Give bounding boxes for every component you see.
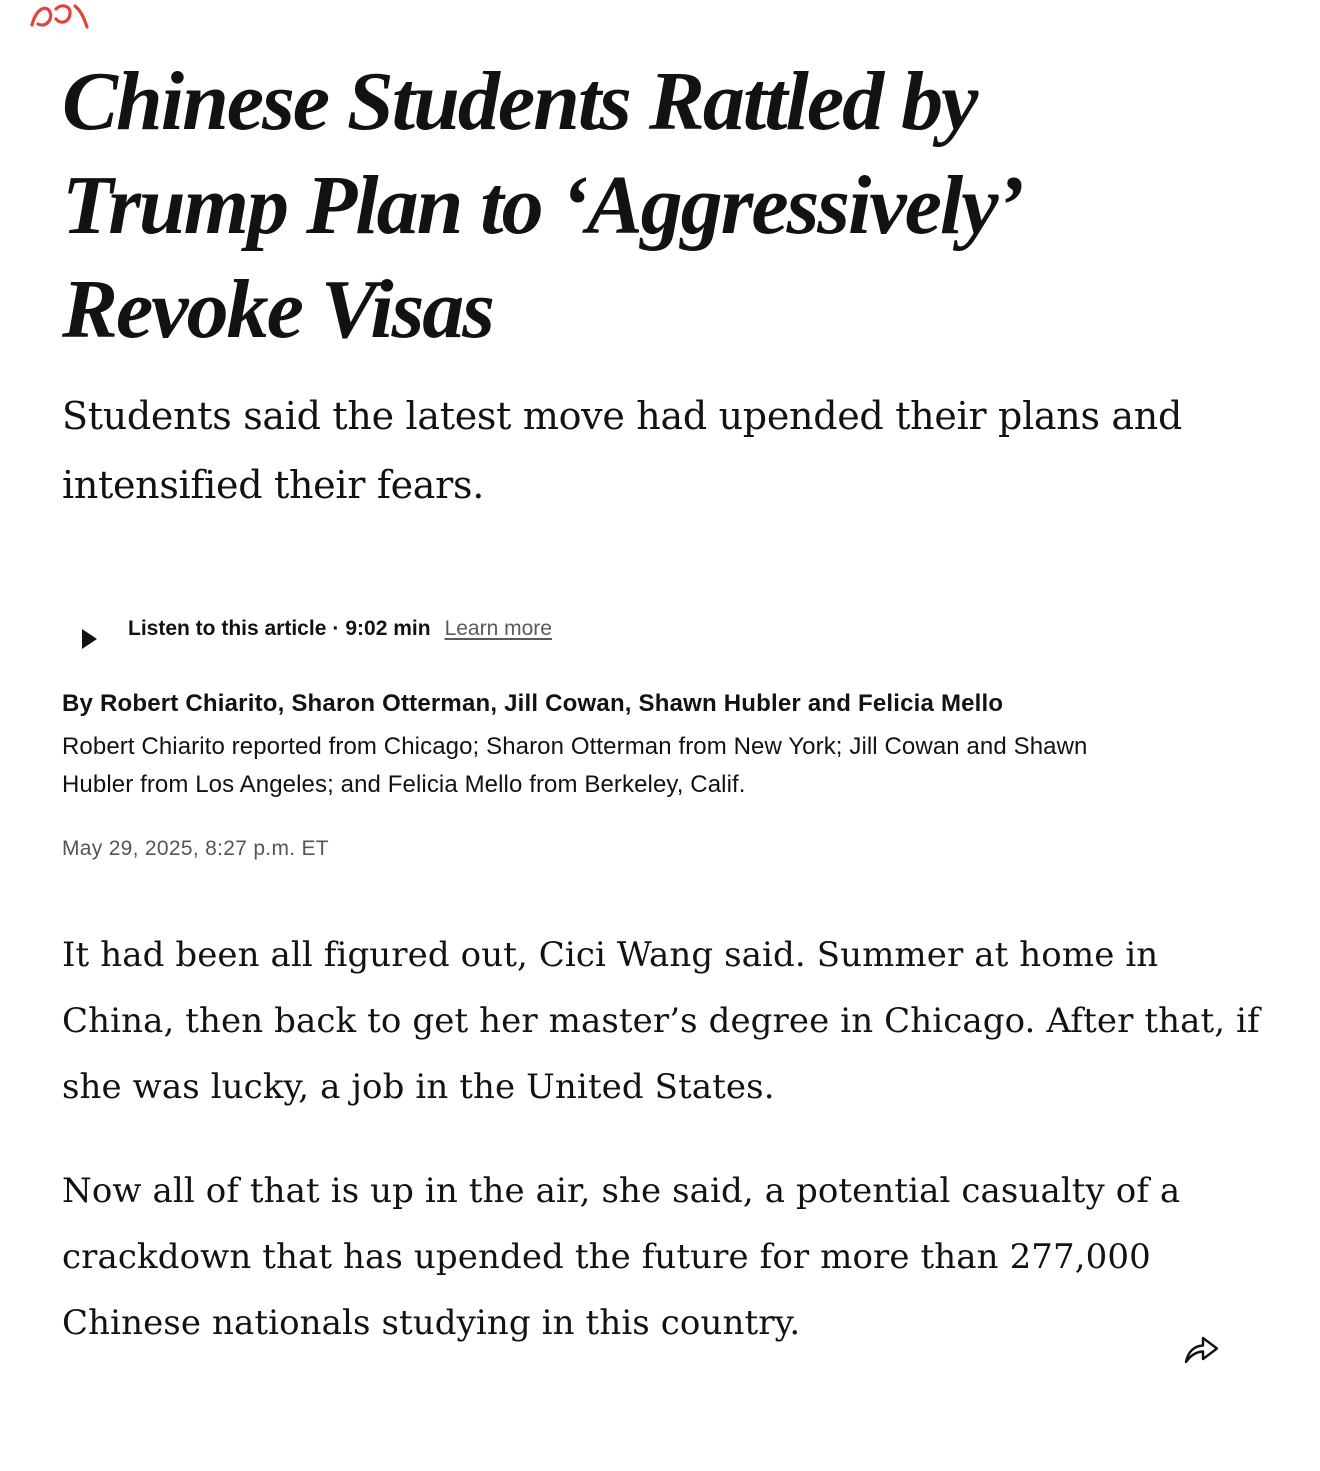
audio-duration: 9:02 min [345,617,431,640]
byline: By Robert Chiarito, Sharon Otterman, Jill Cowan, Shawn Hubler and Felicia Mello [62,690,1004,717]
listen-to-article-button[interactable] [82,614,600,649]
audio-player-label: Listen to this article [128,617,327,640]
audio-separator: · [332,617,340,640]
reporting-credit: Robert Chiarito reported from Chicago; Sharon Otterman from New York; Jill Cowan and Shawn Hubler from Los Angeles; and Felicia Mello from Berkeley, Calif. [62,733,1088,798]
play-icon[interactable] [82,629,97,649]
red-scribble-annotation [26,1,92,33]
body-paragraph: Now all of that is up in the air, she said, a potential casualty of a crackdown that has upended the future for more than 277,000 Chinese nationals studying in this country. [62,1171,1181,1343]
summary: Students said the latest move had upended their plans and intensified their fears. [62,394,1182,507]
article-body [62,922,1260,1356]
share-button[interactable] [1181,1328,1225,1372]
publish-date: May 29, 2025, 8:27 p.m. ET [62,837,329,860]
body-paragraph: It had been all figured out, Cici Wang said. Summer at home in China, then back to get her master’s degree in Chicago. After that, if she was lucky, a job in the United States. [62,935,1260,1107]
article-content [0,50,1320,1356]
share-icon [1181,1330,1223,1370]
headline: Chinese Students Rattled by Trump Plan to ‘Aggressively’ Revoke Visas [62,55,1017,356]
audio-player-text [128,614,600,644]
learn-more-link[interactable]: Learn more [444,617,552,640]
